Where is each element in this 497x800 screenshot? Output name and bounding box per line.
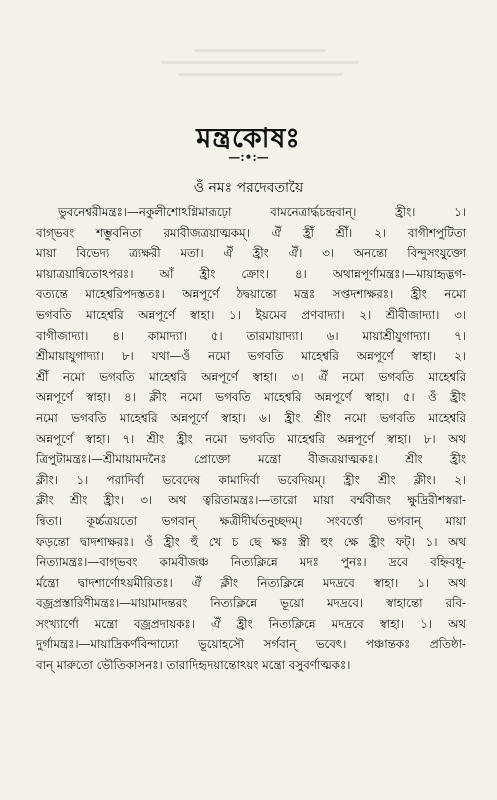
text-line: অন্নপূর্ণে স্বাহা। ৪। ক্লীং নমো ভগবতি মাহেশ্বরি অন্নপূর্ণে স্বাহা। ৫। ওঁ হ্রীং: [36, 390, 466, 405]
page-title: মন্ত্রকোষঃ: [196, 123, 301, 154]
text-line: ভগবতি মাহেশ্বরি অন্নপূর্ণে স্বাহা। ১। ইয়মেব প্রণবাদ্যা। ২। শ্রীবীজাদ্যা। ৩।: [36, 307, 466, 322]
text-line: দুর্গামন্ত্রঃ।—মায়াদ্রিকর্ণবিন্দাঢ্যো ভূয়োহসৌ সর্গবান্‌ ভবেৎ। পঞ্চান্তকঃ প্রতিষ্ঠা-: [36, 637, 466, 652]
text-line: বাগ্‌ভবং শম্ভুবনিতা রমাবীজত্রয়াত্মকম্‌। ঐঁ হ্রীঁ শ্রীঁ। ২। বাগীশপুটিতা: [36, 225, 466, 240]
text-line: শ্রীমায়াযুগাদ্যা। ৮। যথা—ওঁ নমো ভগবতি মাহেশ্বরি অন্নপূর্ণে স্বাহা। ২।: [36, 349, 466, 364]
text-line: সংখ্যার্ণো মন্ত্রো বজ্রপ্রদায়কঃ। ঐঁ হ্রীং নিত্যক্লিন্নে মদদ্রবে স্বাহা। ১। অথ: [36, 616, 466, 631]
text-line: বত্যন্তে মাহেশ্বরিপদস্ততঃ। অন্নপূর্ণে ঠদ্বয়ান্তো মন্ত্রঃ সপ্তদশাক্ষরঃ। হ্রীং নমো: [36, 287, 466, 302]
text-line: নমো ভগবতি মাহেশ্বরি অন্নপূর্ণে স্বাহা। ৬। হ্রীং শ্রীং নমো ভগবতি মাহেশ্বরি: [36, 410, 466, 425]
text-line: বাগীজাদ্যা। ৪। কামাদ্যা। ৫। তারমায়াদ্যা। ৬। মায়াশ্রীযুগাদ্যা। ৭।: [36, 328, 466, 343]
text-line: ত্রিপুটামন্ত্রঃ।—শ্রীমায়ামদনৈঃ প্রোক্তো মন্ত্রো বীজত্রয়াত্মকঃ। শ্রীং হ্রীং: [36, 452, 466, 467]
body-text: [36, 202, 466, 676]
text-line: ভুবনেশ্বরীমন্ত্রঃ।—নকুলীশোঽগ্নিমারূঢ়ো বামনেত্রার্দ্ধচন্দ্রবান্‌। হ্রীং। ১।: [58, 205, 466, 219]
text-line: বান্‌ মারুতো ভৌতিকাসনঃ। তারাদিহৃদয়ান্তোঽয়ং মন্ত্রো বসুবর্ণাত্মকঃ।: [36, 658, 351, 673]
text-line: নিত্যামন্ত্রঃ।—বাগ্‌ভবং কামবীজঞ্চ নিত্যক্লিন্নে মদঃ পুনঃ। দ্রবে বহ্নিবধূ-: [36, 555, 466, 570]
text-line: ন্বিতা। কূর্চ্চত্রয়তো ভগবান্‌ ক্ষত্রীদীর্ঘতনুচ্ছদম্‌। সংবর্ত্তো ভগবান্‌ মায়া: [36, 513, 466, 528]
text-line: র্মন্ত্রো দ্বাদশার্ণোঽয়মীরিতঃ। ঐঁ ক্লীং নিত্যক্লিন্নে মদদ্রবে স্বাহা। ১। অথ: [36, 575, 466, 590]
text-line: ফড়ন্তো দ্বাদশাক্ষরঃ। ওঁ হ্রীং হুঁ খে চ ছে ক্ষঃ স্ত্রী হুং ক্ষে হ্রীং ফট্‌। ১। অথ: [36, 534, 466, 549]
invocation-line: ওঁ নমঃ পরদেবতায়ৈ: [193, 180, 304, 196]
text-line: ক্লীং। ১। পরাদির্বা ভবেদেষ কামাদির্বা ভবেদিয়ম্‌। হ্রীং শ্রীং ক্লীং। ২।: [36, 472, 466, 487]
text-line: বজ্রপ্রস্তারিণীমন্ত্রঃ।—মায়ামাদন্তরং নিত্যক্লিন্নে ভূয়ো মদদ্রবে। স্বাহান্তো রবি-: [36, 596, 466, 611]
text-line: শ্রীঁ নমো ভগবতি মাহেশ্বরি অন্নপূর্ণে স্বাহা। ৩। ঐঁ নমো ভগবতি মাহেশ্বরি: [36, 369, 466, 384]
text-line: মায়া বিভেদ্য ত্র্যক্ষরী মতা। ঐঁ হ্রীং ঐঁ। ৩। অনন্তো বিন্দুসংযুক্তো: [36, 246, 466, 261]
text-line: মায়াত্রয়ান্বিতোঽপরঃ। আঁ হ্রীং ক্রোং। ৪। অথান্নপূর্ণামন্ত্রঃ।—মায়াহৃদ্ভগ-: [36, 266, 466, 281]
title-ornament: —:•:—: [228, 150, 269, 164]
text-line: অন্নপূর্ণে স্বাহা। ৭। শ্রীং হ্রীং নমো ভগবতি মাহেশ্বরি অন্নপূর্ণে স্বাহা। ৮। অথ: [36, 431, 466, 446]
bleed-through-text: [150, 40, 370, 100]
text-line: ক্লীং শ্রীং হ্রীং। ৩। অথ ত্বরিতামন্ত্রঃ।—তারো মায়া বর্ম্মবীজং ক্ষুদ্রিরীশস্বরা-: [36, 493, 466, 508]
